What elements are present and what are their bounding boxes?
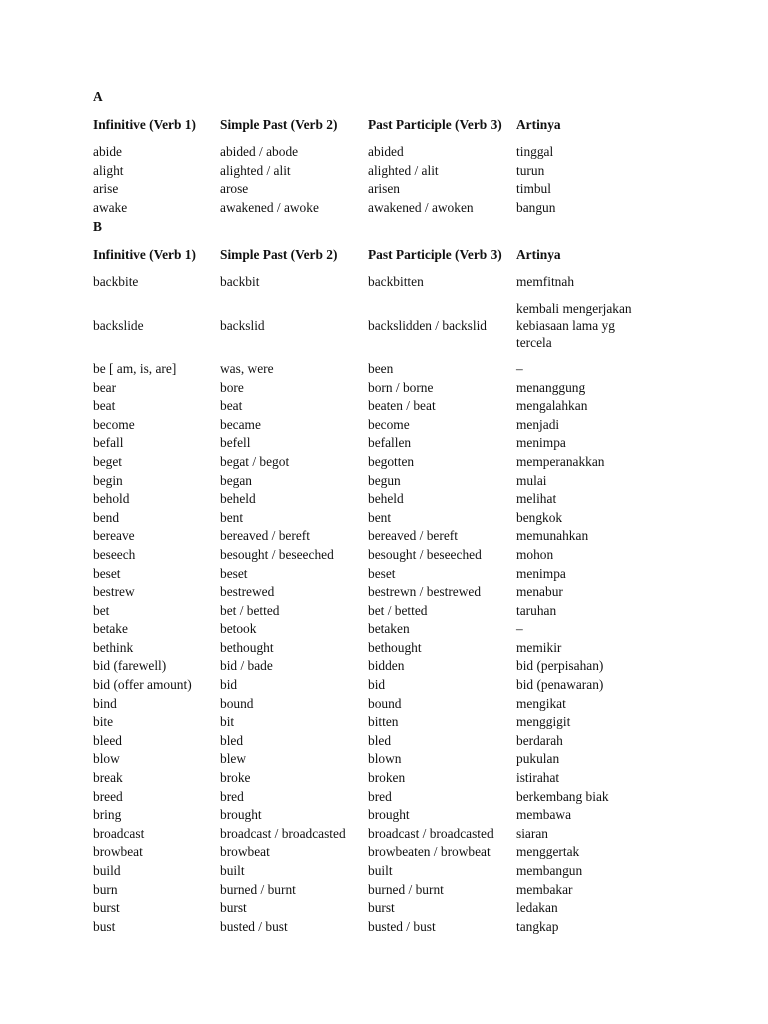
table-cell-c4: menimpa [516, 565, 566, 581]
table-cell-c3: bereaved / bereft [368, 528, 458, 544]
table-cell-c4: timbul [516, 181, 551, 197]
table-row [93, 273, 653, 292]
table-cell-c2: abided / abode [220, 144, 299, 159]
table-cell-c1: break [93, 770, 123, 786]
table-cell-c2: besought / beseeched [220, 546, 334, 562]
table-cell-c4: istirahat [516, 770, 560, 786]
table-cell-c3: bled [368, 732, 392, 748]
table-cell-c1: bet [93, 602, 110, 618]
table-cell-c3: arisen [368, 181, 400, 197]
column-header-c3: Past Participle (Verb 3) [368, 117, 502, 132]
table-cell-c1: begin [93, 472, 123, 488]
table-cell-c3: beheld [368, 491, 404, 507]
table-row [93, 360, 653, 379]
table-cell-c4: memfitnah [516, 274, 575, 290]
table-row [93, 180, 653, 199]
table-cell-c4: tinggal [516, 144, 554, 159]
table-cell-c4: mengikat [516, 695, 566, 711]
table-row [93, 825, 653, 844]
table-cell-c4: tangkap [516, 918, 559, 934]
table-cell-c2: beat [220, 398, 243, 414]
table-cell-c1: browbeat [93, 844, 143, 860]
table-cell-c1: beat [93, 398, 116, 414]
table-cell-c4: menjadi [516, 416, 560, 432]
table-cell-c1: bring [93, 807, 122, 823]
table-cell-c4: berkembang biak [516, 788, 609, 804]
table-cell-c4: turun [516, 162, 545, 178]
column-header-c2: Simple Past (Verb 2) [220, 247, 338, 263]
table-cell-c1: alight [93, 162, 124, 178]
table-row [93, 472, 653, 491]
table-cell-c2: browbeat [220, 844, 270, 860]
table-cell-c2: backslid [220, 318, 265, 334]
table-cell-c3: busted / bust [368, 918, 436, 934]
table-cell-c2: bent [220, 509, 244, 525]
table-cell-c4: taruhan [516, 602, 557, 618]
table-cell-c3: bet / betted [368, 602, 428, 618]
table-cell-c2: befell [220, 435, 251, 451]
table-cell-c3: blown [368, 751, 402, 767]
table-cell-c3: awakened / awoken [368, 199, 474, 215]
table-row [93, 379, 653, 398]
table-row [93, 750, 653, 769]
table-cell-c3: browbeaten / browbeat [368, 844, 491, 860]
table-cell-c2: begat / begot [220, 453, 290, 469]
table-row [93, 602, 653, 621]
table-cell-c3: been [368, 360, 394, 376]
table-cell-c1: become [93, 416, 135, 432]
table-cell-c2: alighted / alit [220, 162, 291, 178]
table-cell-c4: ledakan [516, 900, 558, 916]
table-cell-c2: began [220, 472, 252, 488]
table-header-row [93, 107, 653, 143]
table-cell-c4: menimpa [516, 435, 566, 451]
table-cell-c4: bengkok [516, 509, 563, 525]
table-cell-c1: bust [93, 918, 116, 934]
table-cell-c3: born / borne [368, 379, 434, 395]
table-cell-c3: burst [368, 900, 395, 916]
section-letter: A [93, 89, 103, 104]
table-row [93, 434, 653, 453]
table-cell-c2: beheld [220, 491, 256, 507]
table-row [93, 695, 653, 714]
table-cell-c1: bleed [93, 732, 122, 748]
table-cell-c1: build [93, 863, 121, 878]
table-cell-c2: bethought [220, 639, 274, 655]
column-header-c1: Infinitive (Verb 1) [93, 247, 196, 263]
table-cell-c3: befallen [368, 435, 412, 451]
table-cell-c1: bear [93, 379, 117, 395]
table-cell-c3: bidden [368, 658, 405, 674]
table-cell-c2: broke [220, 770, 251, 786]
table-cell-c1: befall [93, 435, 124, 451]
table-cell-c1: behold [93, 491, 130, 507]
table-cell-c1: be [ am, is, are] [93, 360, 177, 376]
table-cell-c1: beseech [93, 546, 136, 562]
table-row [93, 565, 653, 584]
table-cell-c2: bestrewed [220, 584, 275, 600]
table-cell-c1: breed [93, 788, 123, 804]
table-row [93, 899, 653, 918]
table-cell-c4: mengalahkan [516, 398, 588, 414]
table-cell-c2: burst [220, 900, 247, 916]
table-row [93, 490, 653, 509]
table-cell-c1: awake [93, 199, 128, 215]
table-row [93, 862, 653, 881]
table-cell-c3: bred [368, 788, 392, 804]
table-row [93, 292, 653, 360]
column-header-c2: Simple Past (Verb 2) [220, 117, 338, 132]
table-cell-c4: kembali mengerjakan kebiasaan lama yg tercela [516, 301, 632, 351]
table-cell-c2: bid [220, 677, 238, 693]
table-cell-c2: was, were [220, 360, 274, 376]
table-cell-c4: memunahkan [516, 528, 589, 544]
table-cell-c1: betake [93, 621, 128, 637]
column-header-c4: Artinya [516, 117, 561, 132]
table-row [93, 199, 653, 218]
table-cell-c2: busted / bust [220, 918, 288, 934]
table-row [93, 713, 653, 732]
table-row [93, 143, 653, 162]
table-cell-c2: bit [220, 714, 235, 730]
table-cell-c3: bid [368, 677, 386, 693]
table-row [93, 806, 653, 825]
table-cell-c1: broadcast [93, 825, 145, 841]
table-cell-c3: broadcast / broadcasted [368, 825, 494, 841]
table-cell-c3: become [368, 416, 410, 432]
table-cell-c3: besought / beseeched [368, 546, 482, 562]
table-cell-c3: bent [368, 509, 392, 525]
table-row [93, 583, 653, 602]
table-cell-c4: berdarah [516, 732, 563, 748]
table-cell-c4: membawa [516, 807, 572, 823]
table-cell-c2: awakened / awoke [220, 199, 319, 215]
table-cell-c3: begotten [368, 453, 415, 469]
table-cell-c1: backslide [93, 318, 144, 334]
table-row [93, 769, 653, 788]
table-cell-c2: broadcast / broadcasted [220, 825, 346, 841]
table-cell-c4: melihat [516, 491, 557, 507]
table-cell-c1: burn [93, 881, 118, 897]
table-row [93, 676, 653, 695]
table-cell-c4: siaran [516, 825, 548, 841]
table-row [93, 788, 653, 807]
table-row [93, 881, 653, 900]
table-cell-c3: backslidden / backslid [368, 318, 487, 334]
table-row [93, 416, 653, 435]
table-cell-c1: beset [93, 565, 121, 581]
table-cell-c2: bet / betted [220, 602, 280, 618]
table-row [93, 453, 653, 472]
table-cell-c1: bereave [93, 528, 135, 544]
table-row [93, 918, 653, 937]
table-cell-c1: bite [93, 714, 114, 730]
table-cell-c3: beaten / beat [368, 398, 436, 414]
table-row [93, 657, 653, 676]
section-letter: B [93, 219, 102, 235]
table-cell-c2: bore [220, 379, 244, 395]
table-cell-c4: menggertak [516, 844, 580, 860]
table-cell-c2: betook [220, 621, 257, 637]
table-cell-c1: backbite [93, 274, 139, 290]
table-cell-c2: arose [220, 181, 249, 197]
table-cell-c4: – [516, 360, 523, 376]
table-cell-c2: blew [220, 751, 247, 767]
table-row [93, 620, 653, 639]
table-cell-c3: backbitten [368, 274, 424, 290]
verb-table [93, 87, 653, 936]
table-cell-c3: built [368, 863, 393, 878]
table-cell-c3: begun [368, 472, 401, 488]
table-cell-c2: bled [220, 732, 244, 748]
table-cell-c1: blow [93, 751, 120, 767]
table-cell-c2: built [220, 863, 245, 878]
table-cell-c3: bestrewn / bestrewed [368, 584, 482, 600]
table-cell-c3: burned / burnt [368, 881, 444, 897]
table-cell-c1: bid (offer amount) [93, 677, 192, 693]
table-cell-c2: brought [220, 807, 262, 823]
table-cell-c1: bestrew [93, 584, 135, 600]
table-cell-c2: burned / burnt [220, 881, 296, 897]
column-header-c4: Artinya [516, 247, 561, 263]
table-row [93, 509, 653, 528]
table-cell-c1: arise [93, 181, 119, 197]
table-cell-c4: membakar [516, 881, 573, 897]
table-cell-c3: bitten [368, 714, 399, 730]
table-cell-c4: menanggung [516, 379, 586, 395]
table-cell-c4: membangun [516, 863, 583, 878]
table-header-row [93, 237, 653, 273]
table-cell-c1: burst [93, 900, 120, 916]
table-cell-c4: – [516, 621, 523, 637]
table-cell-c4: memikir [516, 639, 562, 655]
table-cell-c2: bereaved / bereft [220, 528, 310, 544]
table-row [93, 397, 653, 416]
table-cell-c2: bid / bade [220, 658, 273, 674]
column-header-c1: Infinitive (Verb 1) [93, 117, 196, 132]
table-cell-c2: beset [220, 565, 248, 581]
table-cell-c3: beset [368, 565, 396, 581]
table-cell-c4: bid (perpisahan) [516, 658, 604, 674]
table-cell-c1: abide [93, 144, 122, 159]
table-row [93, 639, 653, 658]
table-cell-c4: pukulan [516, 751, 560, 767]
table-cell-c2: bound [220, 695, 254, 711]
table-cell-c4: mulai [516, 472, 547, 488]
table-row [93, 843, 653, 862]
table-row [93, 546, 653, 565]
table-cell-c2: became [220, 416, 261, 432]
table-row [93, 732, 653, 751]
table-cell-c4: mohon [516, 546, 554, 562]
table-cell-c1: bind [93, 695, 117, 711]
table-cell-c2: bred [220, 788, 244, 804]
table-row [93, 162, 653, 181]
table-cell-c4: menggigit [516, 714, 571, 730]
table-cell-c3: broken [368, 770, 406, 786]
table-cell-c4: menabur [516, 584, 563, 600]
column-header-c3: Past Participle (Verb 3) [368, 247, 502, 263]
table-cell-c3: betaken [368, 621, 410, 637]
table-cell-c3: brought [368, 807, 410, 823]
table-cell-c3: bound [368, 695, 402, 711]
table-cell-c4: bangun [516, 199, 556, 215]
table-cell-c4: memperanakkan [516, 453, 605, 469]
table-cell-c1: bid (farewell) [93, 658, 167, 674]
table-cell-c4: bid (penawaran) [516, 677, 604, 693]
table-row [93, 527, 653, 546]
table-cell-c1: bethink [93, 639, 134, 655]
table-cell-c2: backbit [220, 274, 260, 290]
table-cell-c1: bend [93, 509, 120, 525]
table-cell-c3: alighted / alit [368, 162, 439, 178]
table-cell-c1: beget [93, 453, 122, 469]
table-cell-c3: abided [368, 144, 404, 159]
table-cell-c3: bethought [368, 639, 422, 655]
